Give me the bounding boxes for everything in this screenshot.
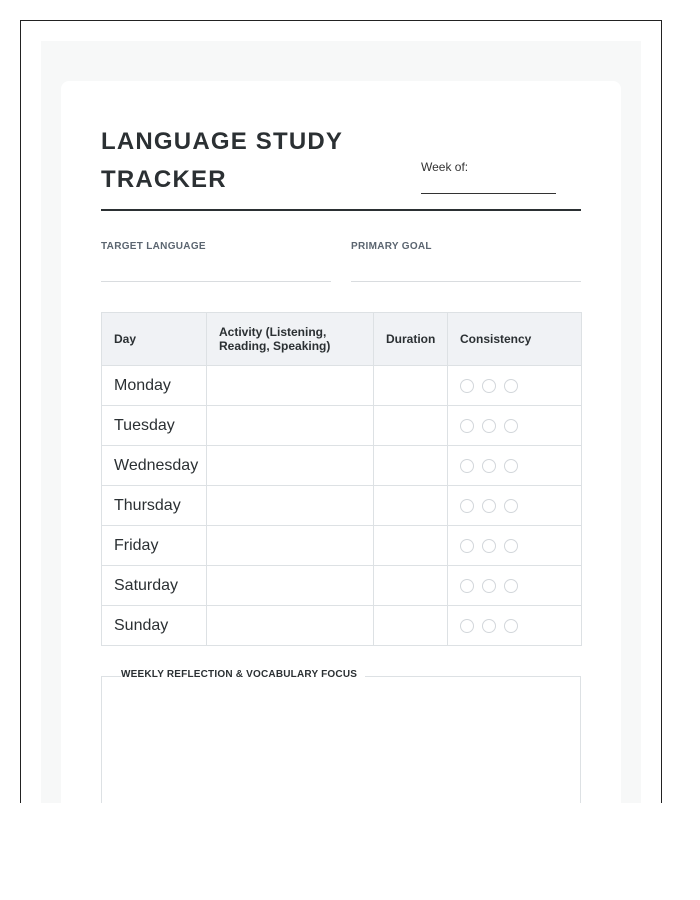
activity-cell[interactable] bbox=[207, 606, 374, 646]
consistency-cell bbox=[448, 566, 582, 606]
activity-cell[interactable] bbox=[207, 366, 374, 406]
duration-cell[interactable] bbox=[374, 366, 448, 406]
consistency-circles bbox=[460, 419, 569, 433]
consistency-circles bbox=[460, 619, 569, 633]
consistency-checkbox[interactable] bbox=[460, 419, 474, 433]
consistency-checkbox[interactable] bbox=[504, 539, 518, 553]
activity-cell[interactable] bbox=[207, 446, 374, 486]
column-header-duration: Duration bbox=[374, 313, 448, 366]
consistency-checkbox[interactable] bbox=[504, 579, 518, 593]
consistency-cell bbox=[448, 526, 582, 566]
header bbox=[101, 121, 581, 211]
target-language-label: TARGET LANGUAGE bbox=[101, 241, 206, 252]
target-language-field[interactable] bbox=[101, 281, 331, 282]
activity-cell[interactable] bbox=[207, 486, 374, 526]
consistency-cell bbox=[448, 446, 582, 486]
primary-goal-field[interactable] bbox=[351, 281, 581, 282]
tracker-sheet bbox=[61, 81, 621, 803]
column-header-consistency: Consistency bbox=[448, 313, 582, 366]
consistency-checkbox[interactable] bbox=[460, 539, 474, 553]
consistency-checkbox[interactable] bbox=[504, 459, 518, 473]
consistency-checkbox[interactable] bbox=[482, 459, 496, 473]
day-cell: Thursday bbox=[102, 486, 207, 526]
day-cell: Tuesday bbox=[102, 406, 207, 446]
column-header-activity: Activity (Listening, Reading, Speaking) bbox=[207, 313, 374, 366]
day-cell: Sunday bbox=[102, 606, 207, 646]
primary-goal-label: PRIMARY GOAL bbox=[351, 241, 432, 252]
consistency-circles bbox=[460, 459, 569, 473]
consistency-cell bbox=[448, 606, 582, 646]
consistency-circles bbox=[460, 499, 569, 513]
study-table bbox=[101, 312, 582, 646]
consistency-cell bbox=[448, 406, 582, 446]
table-row bbox=[102, 406, 582, 446]
duration-cell[interactable] bbox=[374, 526, 448, 566]
duration-cell[interactable] bbox=[374, 486, 448, 526]
activity-cell[interactable] bbox=[207, 566, 374, 606]
page-title: LANGUAGE STUDY TRACKER bbox=[101, 128, 343, 193]
document-viewport bbox=[20, 20, 662, 803]
consistency-checkbox[interactable] bbox=[504, 379, 518, 393]
activity-cell[interactable] bbox=[207, 406, 374, 446]
consistency-checkbox[interactable] bbox=[482, 499, 496, 513]
consistency-checkbox[interactable] bbox=[482, 579, 496, 593]
duration-cell[interactable] bbox=[374, 566, 448, 606]
consistency-checkbox[interactable] bbox=[482, 539, 496, 553]
day-cell: Saturday bbox=[102, 566, 207, 606]
consistency-checkbox[interactable] bbox=[482, 379, 496, 393]
table-row bbox=[102, 486, 582, 526]
day-cell: Wednesday bbox=[102, 446, 207, 486]
consistency-checkbox[interactable] bbox=[482, 619, 496, 633]
consistency-cell bbox=[448, 486, 582, 526]
consistency-cell bbox=[448, 366, 582, 406]
week-of-label: Week of: bbox=[421, 160, 469, 174]
consistency-circles bbox=[460, 579, 569, 593]
page-background bbox=[41, 41, 641, 803]
consistency-checkbox[interactable] bbox=[482, 419, 496, 433]
consistency-checkbox[interactable] bbox=[460, 379, 474, 393]
day-cell: Monday bbox=[102, 366, 207, 406]
consistency-circles bbox=[460, 539, 569, 553]
consistency-checkbox[interactable] bbox=[504, 419, 518, 433]
day-cell: Friday bbox=[102, 526, 207, 566]
reflection-label: WEEKLY REFLECTION & VOCABULARY FOCUS bbox=[121, 669, 365, 680]
consistency-checkbox[interactable] bbox=[460, 459, 474, 473]
duration-cell[interactable] bbox=[374, 446, 448, 486]
consistency-checkbox[interactable] bbox=[504, 499, 518, 513]
consistency-checkbox[interactable] bbox=[504, 619, 518, 633]
activity-cell[interactable] bbox=[207, 526, 374, 566]
table-row bbox=[102, 366, 582, 406]
table-row bbox=[102, 606, 582, 646]
column-header-day: Day bbox=[102, 313, 207, 366]
consistency-circles bbox=[460, 379, 569, 393]
consistency-checkbox[interactable] bbox=[460, 619, 474, 633]
table-row bbox=[102, 566, 582, 606]
reflection-box[interactable] bbox=[101, 676, 581, 803]
week-of-field[interactable] bbox=[421, 193, 556, 194]
table-row bbox=[102, 446, 582, 486]
table-header-row bbox=[102, 313, 582, 366]
consistency-checkbox[interactable] bbox=[460, 579, 474, 593]
table-row bbox=[102, 526, 582, 566]
duration-cell[interactable] bbox=[374, 606, 448, 646]
consistency-checkbox[interactable] bbox=[460, 499, 474, 513]
duration-cell[interactable] bbox=[374, 406, 448, 446]
